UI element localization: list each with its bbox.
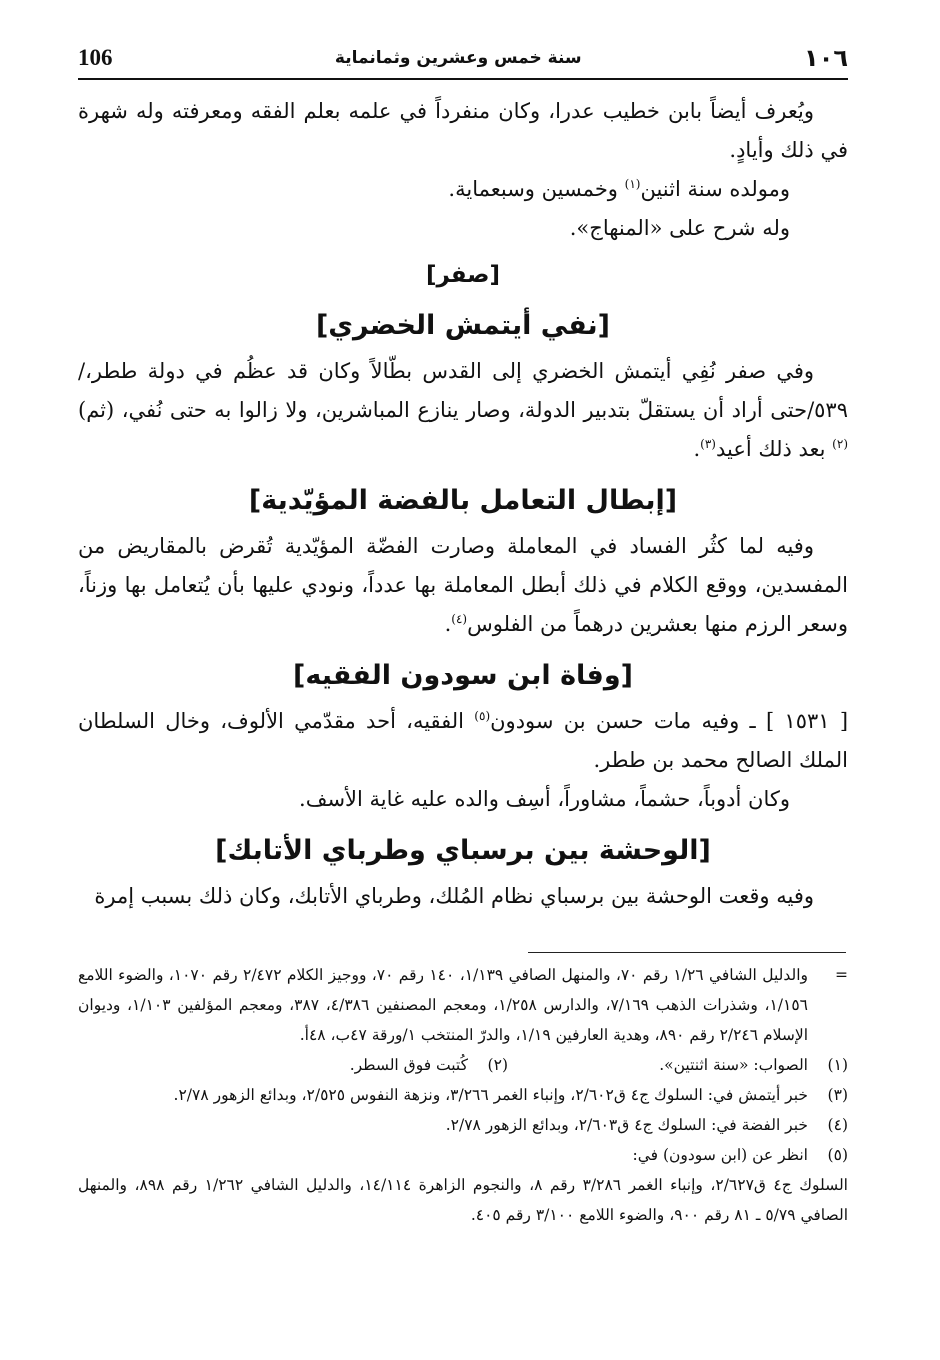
footnote-5-mark: (٥) [827,1146,848,1164]
footnote-ref-2[interactable]: (٢) [832,437,848,451]
footnote-3-text: خبر أيتمش في: السلوك ج٤ ق٢/٦٠٢، وإنباء الغمر ٣/٢٦٦، ونزهة النفوس ٢/٥٢٥، وبدائع الزهور ٢/٧٨. [173,1086,808,1104]
birth-text-b: وخمسين وسبعماية. [448,177,625,201]
silver-text-b: . [444,612,452,636]
footnote-3 [78,1080,848,1110]
exile-text-c: . [693,437,701,461]
page-header [78,38,848,80]
main-text [78,92,848,916]
section-heading-death: [وفاة ابن سودون الفقيه] [293,660,633,691]
death-text-a: [ ١٥٣١ ] ـ وفيه مات حسن بن سودون [490,709,849,733]
exile-text-b: بعد ذلك أعيد [715,437,833,461]
paragraph-silver [78,527,848,644]
exile-text-a: وفي صفر نُفِي أيتمش الخضري إلى القدس بطّالاً وكان قد عظُم في دولة ططر،/ ٥٣٩/حتى أراد أن يستقلّ بتدبير الدولة، وصار ينازع المباشرين، ولا زالوا به حتى نُفي، (ثم) [78,359,848,422]
page-number-latin: 106 [78,45,113,70]
footnote-ref-5[interactable]: (٥) [474,709,491,723]
footnote-2 [168,1050,508,1080]
running-title: سنة خمس وعشرين وثمانماية [334,48,582,68]
footnote-ref-1[interactable]: (١) [624,177,641,191]
footnote-4-mark: (٤) [827,1116,848,1134]
paragraph-death [78,702,848,780]
page-number-arabic: ١٠٦ [804,44,848,72]
footnote-ref-4[interactable]: (٤) [451,612,468,626]
footnote-2-text: كُتبت فوق السطر. [349,1056,468,1074]
paragraph-exile [78,352,848,469]
section-heading-silver: [إبطال التعامل بالفضة المؤيّدية] [248,485,678,516]
footnote-5-sources: السلوك ج٤ ق٢/٦٢٧، وإنباء الغمر ٣/٢٨٦ رقم ٨، والنجوم الزاهرة ١٤/١١٤، والدليل الشافي ١/٢٦٢ رقم ٨٩٨، والمنهل الصافي ٥/٧٩ ـ ٨١ رقم ٩٠٠، والضوء اللامع ٣/١٠٠ رقم ٤٠٥. [78,1176,848,1224]
footnote-5-text: انظر عن (ابن سودون) في: [632,1146,808,1164]
paragraph-estrangement: وفيه وقعت الوحشة بين برسباي نظام المُلك، وطرباي الأتابك، وكان ذلك بسبب إمرة [94,884,814,908]
footnote-4 [78,1110,848,1140]
death-text-b: الفقيه، أحد مقدّمي الألوف، وخال السلطان الملك الصالح محمد بن ططر. [78,709,848,772]
footnotes [78,960,848,1230]
paragraph-character: وكان أدوباً، حشماً، مشاوراً، أسِف والده عليه غاية الأسف. [299,787,790,811]
section-heading-estrangement: [الوحشة بين برسباي وطرباي الأتابك] [215,835,711,866]
paragraph-biography-end: ويُعرف أيضاً بابن خطيب عدرا، وكان منفرداً في علمه بعلم الفقه ومعرفته وله شهرة في ذلك وأيادٍ. [78,99,848,162]
footnote-3-mark: (٣) [827,1086,848,1104]
birth-text-a: ومولده سنة اثنين [640,177,790,201]
continued-text: والدليل الشافي ١/٢٦ رقم ٧٠، والمنهل الصافي ١/١٣٩، ١٤٠ رقم ٧٠، ووجيز الكلام ٢/٤٧٢ رقم ١٠٧٠، والضوء اللامع ١/١٥٦، وشذرات الذهب ٧/١٦٩، والدارس ١/٢٥٨، ومعجم المصنفين ٤/٣٨٦، ٣٨٧، ومعجم المؤلفين ١/١٠٣، وديوان الإسلام ٢/٢٤٦ رقم ٨٩٠، وهدية العارفين ١/١٩، والدرّ المنتخب ١/ورقة ٤٧ب، ٤٨أ. [78,966,808,1044]
footnote-5 [78,1140,848,1170]
paragraph-birth [78,170,848,209]
footnote-2-mark: (٢) [487,1056,508,1074]
footnote-1 [508,1050,848,1080]
footnote-separator [528,952,846,953]
footnote-pair-1-2 [78,1050,848,1080]
paragraph-commentary: وله شرح على «المنهاج». [569,216,790,240]
footnote-1-text: الصواب: «سنة اثنتين». [659,1056,808,1074]
section-heading-exile: [نفي أيتمش الخضري] [315,310,611,341]
month-heading: [صفر] [425,262,501,288]
footnote-1-mark: (١) [827,1056,848,1074]
footnote-4-text: خبر الفضة في: السلوك ج٤ ق٢/٦٠٣، وبدائع الزهور ٢/٧٨. [445,1116,808,1134]
silver-text-a: وفيه لما كثُر الفساد في المعاملة وصارت الفضّة المؤيّدية تُقرض بالمقاريض من المفسدين، ووقع الكلام في ذلك أبطل المعاملة بها عدداً، ونودي عليها بأن يُتعامل بها وزناً، وسعر الرزم منها بعشرين درهماً من الفلوس [78,534,848,636]
continued-mark: = [835,966,848,984]
footnote-ref-3[interactable]: (٣) [700,437,716,451]
footnote-continued [78,960,848,1050]
